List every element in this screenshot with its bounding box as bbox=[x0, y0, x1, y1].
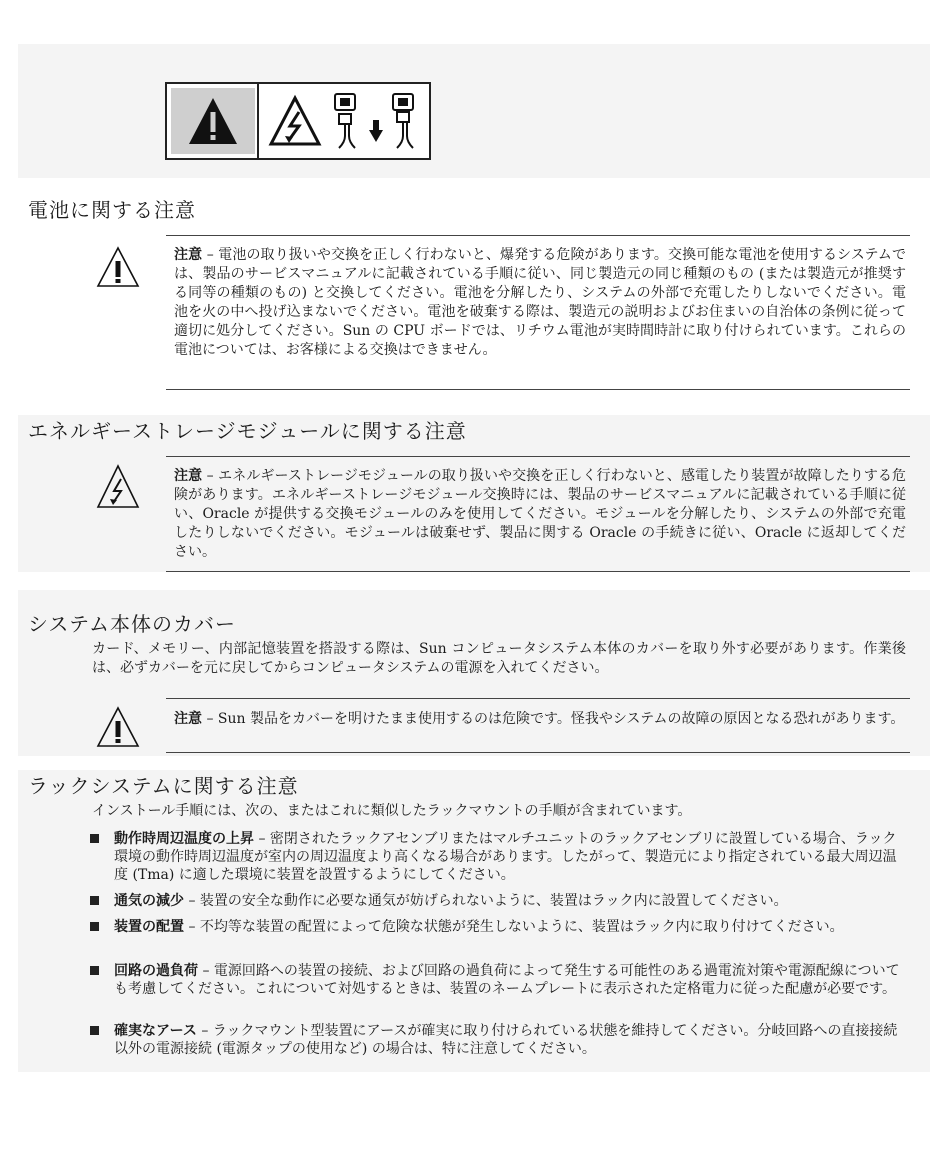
bullet-title: 確実なアース bbox=[114, 1023, 197, 1039]
bullet-body: – ラックマウント型装置にアースが確実に取り付けられている状態を維持してください。分岐回路への直接接続以外の電源接続 (電源タップの使用など) の場合は、特に注意してください。 bbox=[114, 1023, 898, 1057]
bullet-body: – 装置の安全な動作に必要な通気が妨げられないように、装置はラック内に設置してください。 bbox=[184, 893, 788, 909]
bullet-title: 回路の過負荷 bbox=[114, 963, 198, 979]
battery-note bbox=[174, 246, 906, 360]
energy-note-body: – エネルギーストレージモジュールの取り扱いや交換を正しく行わないと、感電したり装置が故障したりする危険があります。エネルギーストレージモジュール交換時には、製品のサービスマニュアルに記載されている手順に従い、Oracle が提供する交換モジュールのみを使用してください。モジュールを分解したり、システムの外部で充電したりしないでください。モジュールは破棄せず、製品に関する Oracle の手続きに従い、Oracle に返却してください。 bbox=[174, 468, 906, 560]
bullet-marker bbox=[90, 834, 99, 843]
bullet-marker bbox=[90, 896, 99, 905]
bullet-body: – 密閉されたラックアセンブリまたはマルチユニットのラックアセンブリに設置している場合、ラック環境の動作時周辺温度が室内の周辺温度より高くなる場合があります。したがって、製造元により指定されている最大周辺温度 (Tma) に適した環境に装置を設置するようにしてください。 bbox=[114, 831, 897, 883]
rack-heading: ラックシステムに関する注意 bbox=[28, 774, 299, 798]
bullet-text bbox=[114, 918, 910, 936]
bullet-text bbox=[114, 892, 910, 910]
cover-paragraph: カード、メモリー、内部記憶装置を搭設する際は、Sun コンピュータシステム本体のカバーを取り外す必要があります。作業後は、必ずカバーを元に戻してからコンピュータシステムの電源を入れてください。 bbox=[92, 641, 906, 676]
bullet-marker bbox=[90, 966, 99, 975]
banner-divider bbox=[257, 84, 259, 158]
energy-note-top-rule bbox=[166, 456, 910, 457]
battery-note-top-rule bbox=[166, 235, 910, 236]
energy-note-label: 注意 bbox=[174, 468, 203, 484]
bullet-body: – 不均等な装置の配置によって危険な状態が発生しないように、装置はラック内に取り付けてください。 bbox=[184, 919, 844, 935]
cover-note-label: 注意 bbox=[174, 711, 202, 727]
bullet-title: 装置の配置 bbox=[114, 919, 184, 935]
warning-banner bbox=[165, 82, 431, 160]
rack-intro: インストール手順には、次の、またはこれに類似したラックマウントの手順が含まれています。 bbox=[92, 803, 692, 819]
cover-note-bottom-rule bbox=[166, 752, 910, 753]
banner-band bbox=[18, 44, 930, 178]
cover-note bbox=[174, 710, 906, 729]
energy-note-bottom-rule bbox=[166, 571, 910, 572]
caution-icon bbox=[95, 705, 141, 749]
bullet-title: 通気の減少 bbox=[114, 893, 184, 909]
electric-shock-icon bbox=[263, 88, 327, 154]
banner-caution-area bbox=[171, 88, 255, 154]
bullet-marker bbox=[90, 1026, 99, 1035]
battery-note-bottom-rule bbox=[166, 389, 910, 390]
caution-icon bbox=[95, 245, 141, 289]
energy-heading: エネルギーストレージモジュールに関する注意 bbox=[28, 419, 467, 443]
battery-note-label: 注意 bbox=[174, 247, 203, 263]
energy-note bbox=[174, 467, 906, 562]
bullet-body: – 電源回路への装置の接続、および回路の過負荷によって発生する可能性のある過電流対策や電源配線についても考慮してください。これについて対処するときは、装置のネームプレートに表示された定格電力に従った配慮が必要です。 bbox=[114, 963, 900, 997]
electric-shock-icon bbox=[95, 463, 141, 511]
bullet-text bbox=[114, 830, 910, 884]
caution-filled-icon bbox=[171, 88, 255, 154]
battery-heading: 電池に関する注意 bbox=[28, 198, 196, 222]
battery-note-body: – 電池の取り扱いや交換を正しく行わないと、爆発する危険があります。交換可能な電池を使用するシステムでは、製品のサービスマニュアルに記載されている手順に従い、同じ製造元の同じ種類のもの (または製造元が推奨する同等の種類のもの) と交換してください。電池を分解したり、システムの外部で充電したりしないでください。電池を火の中へ投げ込まないでください。電池を破棄する際は、製造元の説明およびお住まいの自治体の条例に従って適切に処分してください。Sun の CPU ボードでは、リチウム電池が実時間時計に取り付けられています。これらの電池については、お客様による交換はできません。 bbox=[174, 247, 906, 358]
cover-note-body: – Sun 製品をカバーを明けたまま使用するのは危険です。怪我やシステムの故障の原因となる恐れがあります。 bbox=[202, 711, 905, 727]
bullet-text bbox=[114, 962, 910, 998]
bullet-text bbox=[114, 1022, 910, 1058]
unplug-power-icon bbox=[329, 86, 429, 156]
cover-heading: システム本体のカバー bbox=[28, 612, 236, 636]
bullet-marker bbox=[90, 922, 99, 931]
cover-note-top-rule bbox=[166, 698, 910, 699]
bullet-title: 動作時周辺温度の上昇 bbox=[114, 831, 254, 847]
